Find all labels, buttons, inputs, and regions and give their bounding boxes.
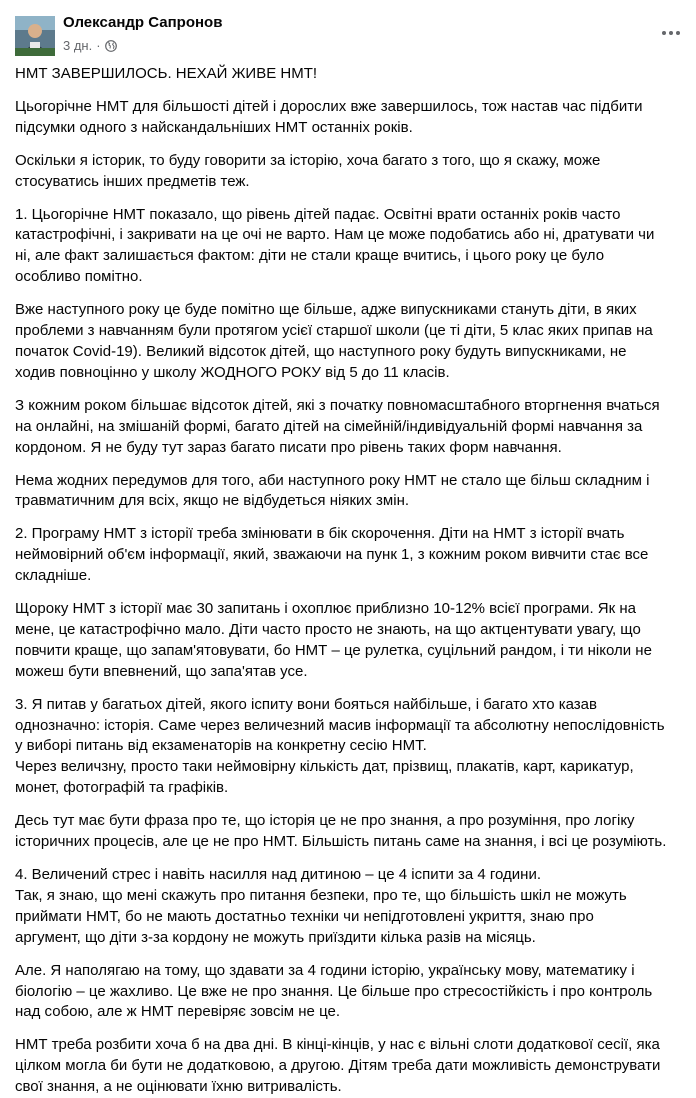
post-paragraph: НМТ треба розбити хоча б на два дні. В кінці-кінців, у нас є вільні слоти додаткової сесії, яка цілком могла би бути не додатковою, а другою. Дітям треба дати можливість демонструвати свої знання, а не оцінювати їхню витривалість. — [15, 1036, 661, 1096]
post-paragraph: Десь тут має бути фраза про те, що історія це не про знання, а про розуміння, про логіку історичних процесів, але це не про НМТ. Більшість питань саме на знання, і всі це розуміють. — [15, 812, 667, 851]
post-paragraph: Оскільки я історик, то буду говорити за історію, хоча багато з того, що я скажу, може стосуватись інших предметів теж. — [15, 151, 601, 190]
post-paragraph: 1. Цьогорічне НМТ показало, що рівень дітей падає. Освітні врати останніх років часто катастрофічні, і закривати на це очі не варто. Нам це може подобатись або ні, дратувати чи ні, але факт залишається фактом: діти не стали краще вчитись, і цього року це було особливо помітно. — [15, 205, 655, 286]
post-paragraph: 2. Програму НМТ з історії треба змінювати в бік скорочення. Діти на НМТ з історії вчать неймовірний об'єм інформації, який, зважаючи на пунк 1, з кожним роком вивчити стає все складніше. — [15, 525, 649, 585]
post-paragraph: Щороку НМТ з історії має 30 запитань і охоплює приблизно 10-12% всієї програми. Як на мене, це катастрофічно мало. Діти часто просто не знають, на що актцентувати увагу, що повчити краще, що запам'ятовувати, бо НМТ – це рулетка, суцільний рандом, і ти ніколи не можеш бути впевнений, що запа'ятав усе. — [15, 600, 652, 680]
post-paragraph: З кожним роком більшає відсоток дітей, які з початку повномасштабного вторгнення вчаться на онлайні, на змішаній формі, багато дітей на сімейній/індивідуальній формі навчання за кордоном. Я не буду тут зараз багато писати про рівень таких форм навчання. — [15, 396, 660, 456]
post-paragraph: 4. Величений стрес і навіть насилля над дитиною – це 4 іспити за 4 години. Так, я знаю, що мені скажуть про питання безпеки, про те, що більшість шкіл не можуть приймати НМТ, бо не мають достатньо техніки чи непідготовлені укриття, знаю про аргумент, що діти з-за кордону не можуть приїздити кілька разів на місяць. — [15, 866, 627, 946]
post-timestamp[interactable]: 3 дн. — [63, 38, 93, 53]
globe-icon[interactable] — [105, 40, 117, 52]
author-avatar[interactable] — [15, 16, 55, 56]
more-horizontal-icon — [661, 30, 681, 36]
post-meta — [63, 38, 117, 53]
author-name[interactable]: Олександр Сапронов — [63, 14, 223, 31]
post-paragraph: Нема жодних передумов для того, аби наступного року НМТ не стало ще більш складним і травматичним для всіх, якщо не відбудеться ніяких змін. — [15, 471, 650, 510]
meta-separator: · — [96, 38, 101, 53]
post-paragraph: НМТ ЗАВЕРШИЛОСЬ. НЕХАЙ ЖИВЕ НМТ! — [15, 65, 318, 82]
more-options-button[interactable] — [658, 20, 684, 46]
post-paragraph: 3. Я питав у багатьох дітей, якого іспиту вони бояться найбільше, і багато хто казав однозначно: історія. Саме через величезний масив інформації та абсолютну непослідовність у виборі питань від екзаменаторів на конкретну сесію НМТ. Через величзну, просто таки неймовірну кількість дат, прізвищ, плакатів, карт, карикатур, монет, фотографій та графіків. — [15, 695, 665, 797]
post-paragraph: Цьогорічне НМТ для більшості дітей і дорослих вже завершилось, тож настав час підбити підсумки одного з найскандальніших НМТ останніх років. — [15, 97, 643, 136]
post-paragraph: Але. Я наполягаю на тому, що здавати за 4 години історію, українську мову, математику і біологію – це жахливо. Це вже не про знання. Це більше про стресостійкість і про контроль над собою, але ж НМТ перевіряє зовсім не це. — [15, 961, 653, 1021]
post-header — [0, 0, 696, 64]
post-paragraph: Вже наступного року це буде помітно ще більше, адже випускниками стануть діти, в яких проблеми з навчанням були протягом усієї старшої школи (це ті діти, 5 клас яких припав на початок Covid-19). Великий відсоток дітей, що наступного року будуть випускниками, не ходив повноцінно у школу ЖОДНОГО РОКУ від 5 до 11 класів. — [15, 301, 653, 381]
post-body — [15, 64, 690, 1098]
